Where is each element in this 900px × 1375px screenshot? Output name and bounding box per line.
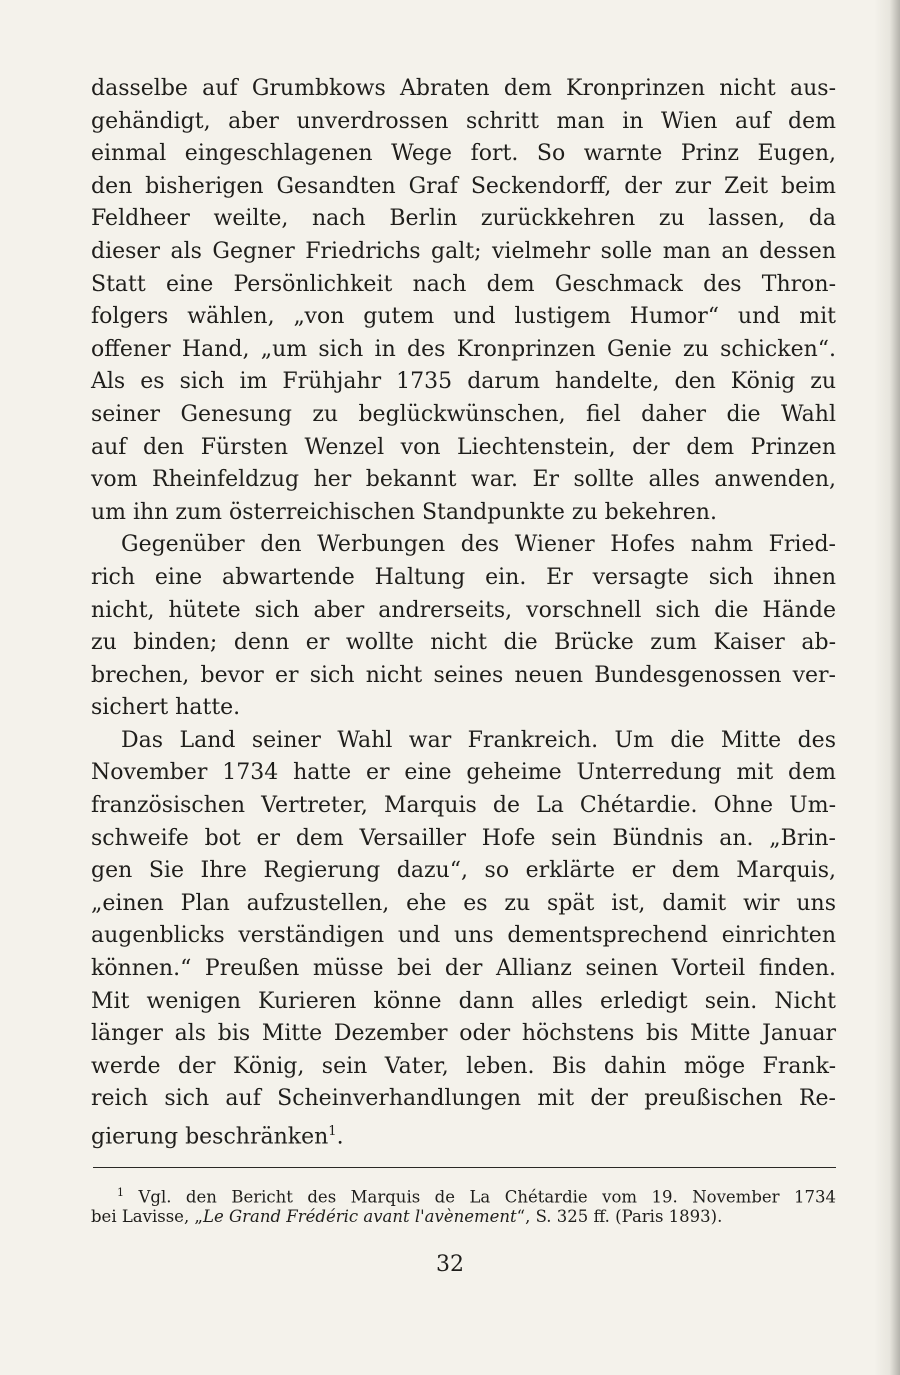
footnote-text: Vgl. den Bericht des Marquis de La Chétardie vom 19. November 1734 (138, 1187, 836, 1207)
text-line: brechen, bevor er sich nicht seines neuen Bundesgenossen ver- (91, 662, 836, 688)
text-line: können.“ Preußen müsse bei der Allianz seinen Vorteil finden. (91, 956, 836, 982)
text-line-content: gierung beschränken (91, 1124, 329, 1150)
text-line: Gegenüber den Werbungen des Wiener Hofes nahm Fried- (121, 532, 836, 558)
body-text (91, 73, 836, 1149)
text-line: dasselbe auf Grumbkows Abraten dem Kronprinzen nicht aus- (91, 76, 836, 101)
text-line: den bisherigen Gesandten Graf Seckendorff, der zur Zeit beim (91, 173, 836, 199)
footnote-text: bei Lavisse, „ (91, 1207, 203, 1226)
text-line: vom Rheinfeldzug her bekannt war. Er sollte alles anwenden, (91, 467, 836, 493)
text-line: schweife bot er dem Versailler Hofe sein Bündnis an. „Brin- (91, 825, 836, 851)
text-line: werde der König, sein Vater, leben. Bis dahin möge Frank- (91, 1053, 836, 1079)
text-line: Als es sich im Frühjahr 1735 darum handelte, den König zu (91, 369, 836, 395)
text-line: „einen Plan aufzustellen, ehe es zu spät ist, damit wir uns (91, 890, 836, 916)
text-line: nicht, hütete sich aber andrerseits, vorschnell sich die Hände (91, 597, 836, 623)
text-line: um ihn zum österreichischen Standpunkte zu bekehren. (91, 499, 717, 525)
text-line: November 1734 hatte er eine geheime Unterredung mit dem (91, 760, 836, 786)
text-line: zu binden; denn er wollte nicht die Brücke zum Kaiser ab- (91, 630, 836, 656)
text-line: rich eine abwartende Haltung ein. Er versagte sich ihnen (91, 564, 836, 590)
footnote-reference: 1 (328, 1124, 337, 1139)
text-line: seiner Genesung zu beglückwünschen, fiel daher die Wahl (91, 401, 836, 427)
text-line: französischen Vertreter, Marquis de La Chétardie. Ohne Um- (91, 793, 836, 819)
text-line: Mit wenigen Kurieren könne dann alles erledigt sein. Nicht (91, 988, 836, 1014)
text-line: auf den Fürsten Wenzel von Liechtenstein, der dem Prinzen (91, 434, 836, 460)
text-line: folgers wählen, „von gutem und lustigem Humor“ und mit (91, 304, 836, 330)
footnote-separator (93, 1167, 836, 1168)
page-edge-shadow (874, 0, 900, 1375)
text-line-last: gierung beschränken$^1$. (91, 1124, 344, 1150)
text-line: länger als bis Mitte Dezember oder höchstens bis Mitte Januar (91, 1021, 836, 1047)
text-line: Feldheer weilte, nach Berlin zurückkehren zu lassen, da (91, 206, 836, 232)
text-line: reich sich auf Scheinverhandlungen mit der preußischen Re- (91, 1086, 836, 1112)
text-line: Statt eine Persönlichkeit nach dem Geschmack des Thron- (91, 271, 836, 297)
footnote (91, 1181, 836, 1229)
text-line: dieser als Gegner Friedrichs galt; vielmehr solle man an dessen (91, 238, 836, 264)
page-number: 32 (436, 1252, 464, 1277)
text-line: augenblicks verständigen und uns dementsprechend einrichten (91, 923, 836, 949)
footnote-marker: 1 (117, 1186, 124, 1199)
footnote-line (91, 1205, 836, 1229)
text-line: Das Land seiner Wahl war Frankreich. Um die Mitte des (121, 727, 836, 753)
footnote-book-title: Le Grand Frédéric avant l'avènement (202, 1207, 517, 1226)
text-line: einmal eingeschlagenen Wege fort. So warnte Prinz Eugen, (91, 141, 836, 167)
text-line: offener Hand, „um sich in des Kronprinzen Genie zu schicken“. (91, 336, 836, 362)
footnote-line (91, 1181, 836, 1205)
text-line: sichert hatte. (91, 695, 241, 721)
footnote-text: “, S. 325 ff. (Paris 1893). (516, 1207, 723, 1226)
text-line: gehändigt, aber unverdrossen schritt man in Wien auf dem (91, 108, 836, 134)
text-line: gen Sie Ihre Regierung dazu“, so erklärte er dem Marquis, (91, 858, 836, 884)
